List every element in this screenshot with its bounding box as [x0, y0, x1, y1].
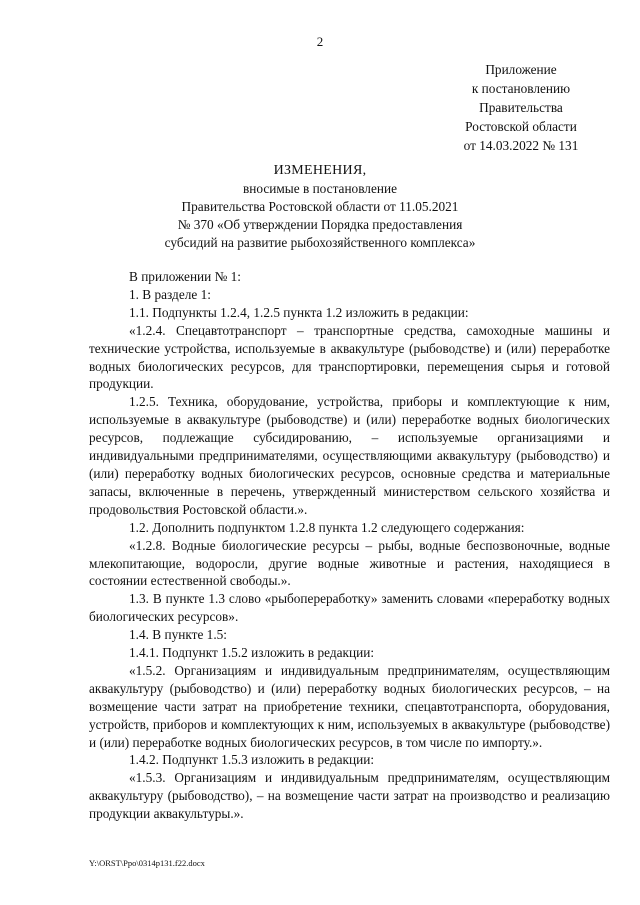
paragraph: 1.2.5. Техника, оборудование, устройства, приборы и комплектующие к ним, используемые в аквакультуре (рыбоводстве) и (или) переработке водных биологических ресурсов, подлежащие субсидированию, – используемые организациями и индивидуальными предпринимателями, осуществляющими аквакультуру (рыбоводство) и (или) переработку водных биологических ресурсов, основные средства и материальные запасы, включенные в перечень, утвержденный министерством сельского хозяйства и продовольствия Ростовской области.». — [89, 394, 610, 517]
annex-line: Приложение — [485, 62, 557, 77]
file-path-footer: Y:\ORST\Ppo\0314p131.f22.docx — [89, 858, 205, 868]
title-line: субсидий на развитие рыбохозяйственного комплекса» — [164, 235, 476, 250]
paragraph: 1.4.1. Подпункт 1.5.2 изложить в редакции: — [129, 645, 375, 661]
annex-line: от 14.03.2022 № 131 — [463, 138, 579, 153]
paragraph: 1.4.2. Подпункт 1.5.3 изложить в редакции: — [129, 752, 375, 768]
page-number: 2 — [316, 34, 324, 49]
paragraph: «1.5.3. Организациям и индивидуальным предпринимателям, осуществляющим аквакультуру (рыбоводство), – на возмещение части затрат на производство и реализацию продукции аквакультуры.». — [89, 770, 610, 822]
document-body — [89, 268, 610, 823]
paragraph: В приложении № 1: — [129, 269, 241, 284]
annex-line: к постановлению — [471, 81, 571, 96]
title-line: Правительства Ростовской области от 11.05.2021 — [181, 199, 459, 214]
title-line: вносимые в постановление — [243, 181, 397, 196]
annex-line: Ростовской области — [465, 119, 577, 134]
paragraph: 1.2. Дополнить подпунктом 1.2.8 пункта 1.2 следующего содержания: — [129, 519, 525, 535]
paragraph: 1.3. В пункте 1.3 слово «рыбопереработку» заменить словами «переработку водных биологических ресурсов». — [89, 591, 610, 625]
title-heading: ИЗМЕНЕНИЯ, — [273, 163, 367, 178]
paragraph: «1.5.2. Организациям и индивидуальным предпринимателям, осуществляющим аквакультуру (рыбоводство) и (или) переработку водных биологических ресурсов, – на возмещение части затрат на приобретение техники, спецавтотранспорта, оборудования, устройств, приборов и комплектующих к ним, используемых в аквакультуре (рыбоводстве) и (или) переработке водных биологических ресурсов, в том числе по импорту.». — [89, 662, 610, 750]
document-title — [100, 162, 540, 252]
paragraph: 1.1. Подпункты 1.2.4, 1.2.5 пункта 1.2 изложить в редакции: — [129, 304, 469, 320]
paragraph: «1.2.4. Спецавтотранспорт – транспортные средства, самоходные машины и технические устройства, используемые в аквакультуре (рыбоводстве) и (или) переработке водных биологических ресурсов, для транспортировки, перемещения сырья и готовой продукции. — [89, 322, 610, 392]
annex-line: Правительства — [479, 100, 563, 115]
paragraph: «1.2.8. Водные биологические ресурсы – рыбы, водные беспозвоночные, водные млекопитающие, водоросли, другие водные животные и растения, находящиеся в состоянии естественной свободы.». — [89, 537, 610, 589]
paragraph: 1. В разделе 1: — [129, 286, 211, 302]
title-line: № 370 «Об утверждении Порядка предоставления — [177, 217, 463, 232]
paragraph: 1.4. В пункте 1.5: — [129, 627, 227, 643]
annex-block — [436, 60, 606, 155]
